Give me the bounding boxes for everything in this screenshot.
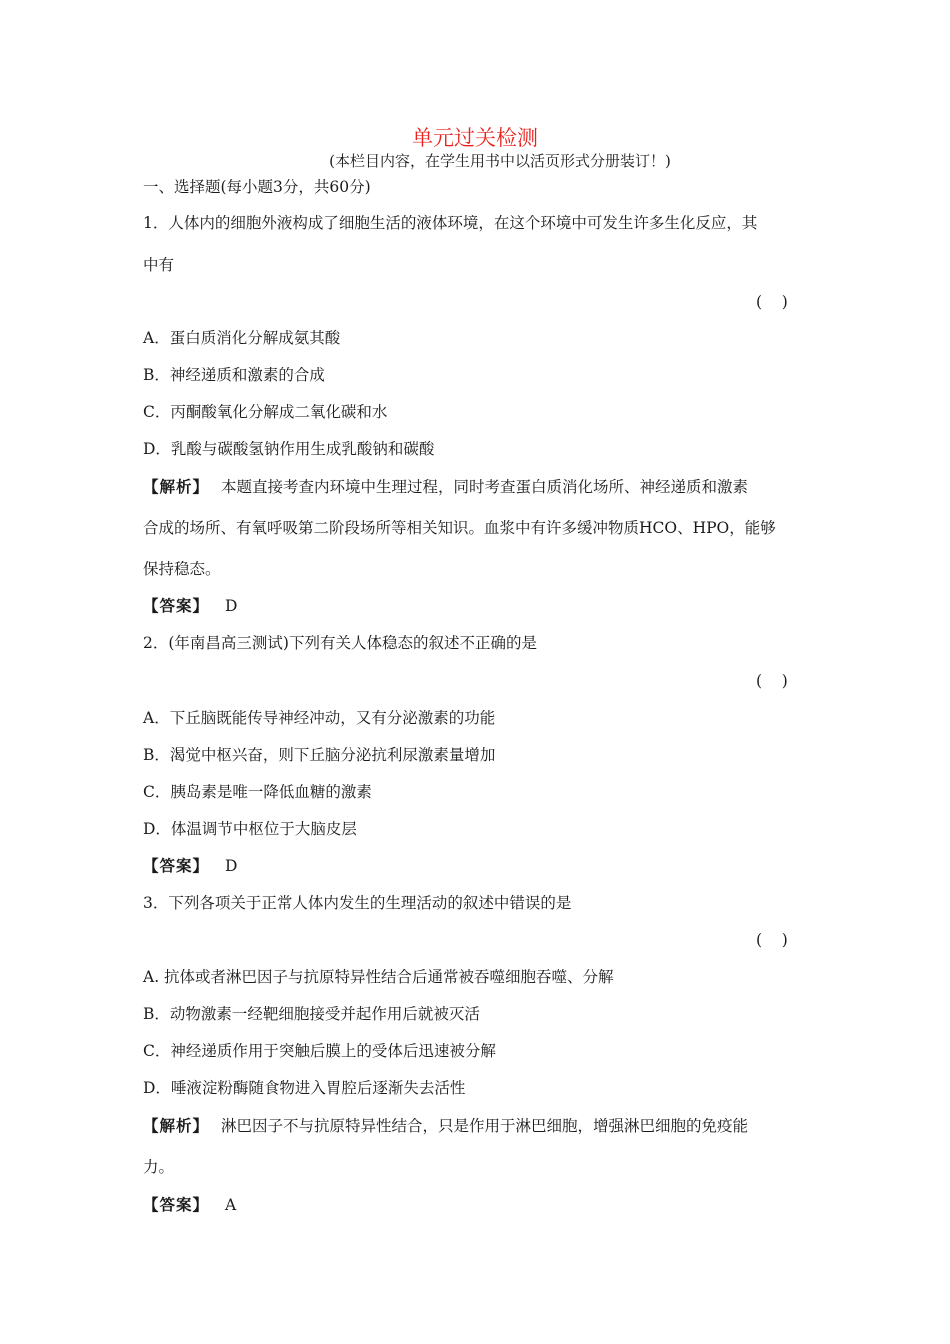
answer-label: 【答案】 <box>143 1195 210 1214</box>
q1-stem-line2: 中有 <box>143 256 175 274</box>
q3-analysis-text: 淋巴因子不与抗原特异性结合，只是作用于淋巴细胞，增强淋巴细胞的免疫能 <box>221 1117 749 1135</box>
q1-stem-line1: 1．人体内的细胞外液构成了细胞生活的液体环境，在这个环境中可发生许多生化反应，其 <box>143 214 758 232</box>
answer-label: 【答案】 <box>143 856 210 875</box>
analysis-label: 【解析】 <box>143 1116 210 1135</box>
q2-answer-blank: ( ) <box>756 672 788 690</box>
q3-option-d: D．唾液淀粉酶随食物进入胃腔后逐渐失去活性 <box>143 1079 466 1097</box>
q2-option-d: D．体温调节中枢位于大脑皮层 <box>143 820 357 838</box>
q2-option-c: C．胰岛素是唯一降低血糖的激素 <box>143 783 372 801</box>
page-subtitle: (本栏目内容，在学生用书中以活页形式分册装订！) <box>329 152 671 170</box>
q1-answer-value: D <box>225 597 238 615</box>
q1-analysis-line3: 保持稳态。 <box>143 560 221 578</box>
q3-answer-value: A <box>225 1196 237 1214</box>
q3-analysis-line1 <box>143 1115 808 1137</box>
q3-option-b: B．动物激素一经靶细胞接受并起作用后就被灭活 <box>143 1005 480 1023</box>
q1-option-d: D．乳酸与碳酸氢钠作用生成乳酸钠和碳酸 <box>143 440 435 458</box>
section-heading: 一、选择题(每小题3分，共60分) <box>143 178 371 196</box>
q3-answer <box>143 1194 808 1216</box>
q1-option-b: B．神经递质和激素的合成 <box>143 366 325 384</box>
q2-option-b: B．渴觉中枢兴奋，则下丘脑分泌抗利尿激素量增加 <box>143 746 496 764</box>
q2-stem-line1: 2．(年南昌高三测试)下列有关人体稳态的叙述不正确的是 <box>143 634 537 652</box>
q1-option-c: C．丙酮酸氧化分解成二氧化碳和水 <box>143 403 388 421</box>
q1-option-a: A．蛋白质消化分解成氨其酸 <box>143 329 341 347</box>
q3-answer-blank: ( ) <box>756 931 788 949</box>
q1-answer-blank: ( ) <box>756 293 788 311</box>
q3-option-a: A. 抗体或者淋巴因子与抗原特异性结合后通常被吞噬细胞吞噬、分解 <box>143 968 614 986</box>
q1-analysis-text: 本题直接考查内环境中生理过程，同时考查蛋白质消化场所、神经递质和激素 <box>221 478 749 496</box>
q2-answer <box>143 855 808 877</box>
q3-analysis-line2: 力。 <box>143 1158 175 1176</box>
analysis-label: 【解析】 <box>143 477 210 496</box>
q2-answer-value: D <box>225 857 238 875</box>
q1-analysis-line1 <box>143 476 808 498</box>
q1-answer <box>143 595 808 617</box>
q3-option-c: C．神经递质作用于突触后膜上的受体后迅速被分解 <box>143 1042 496 1060</box>
page-title: 单元过关检测 <box>412 126 538 150</box>
q1-analysis-line2: 合成的场所、有氧呼吸第二阶段场所等相关知识。血浆中有许多缓冲物质HCO、HPO，能够 <box>143 519 776 537</box>
answer-label: 【答案】 <box>143 596 210 615</box>
q3-stem-line1: 3．下列各项关于正常人体内发生的生理活动的叙述中错误的是 <box>143 894 572 912</box>
q2-option-a: A．下丘脑既能传导神经冲动，又有分泌激素的功能 <box>143 709 496 727</box>
